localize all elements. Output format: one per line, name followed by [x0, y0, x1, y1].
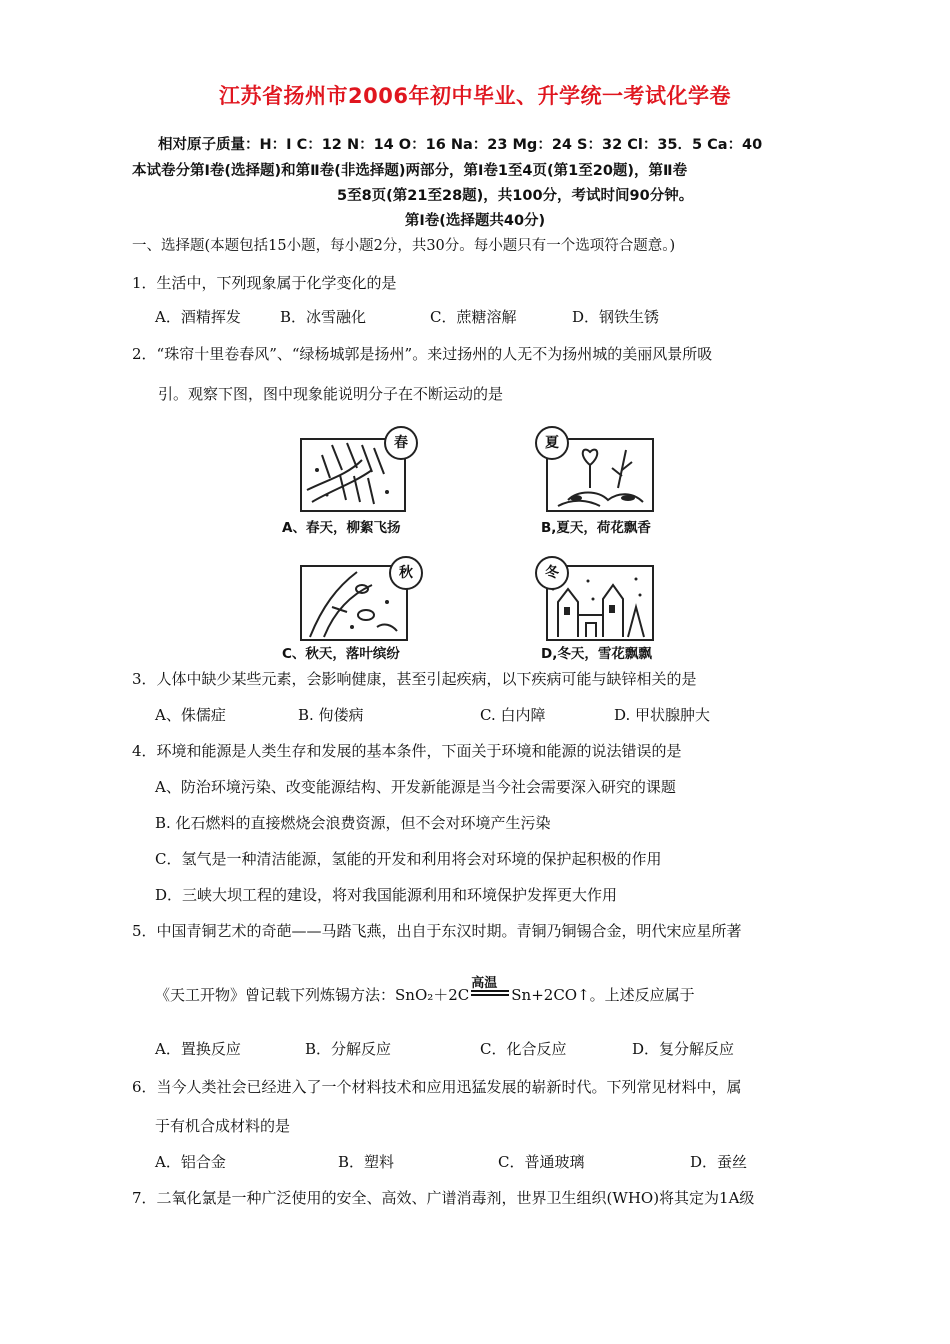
autumn-caption: C、秋天，落叶缤纷 — [282, 646, 400, 662]
q6-option-a: A．铝合金 — [155, 1153, 226, 1171]
spring-caption: A、春天，柳絮飞扬 — [282, 520, 401, 536]
q4-option-c: C．氢气是一种清洁能源，氢能的开发和利用将会对环境的保护起积极的作用 — [155, 850, 662, 868]
equals-line-top — [471, 990, 509, 992]
page-title: 江苏省扬州市2006年初中毕业、升学统一考试化学卷 — [219, 84, 731, 108]
q3-option-d: D. 甲状腺肿大 — [614, 706, 711, 724]
section1-heading: 一、选择题(本题包括15小题，每小题2分，共30分。每小题只有一个选项符合题意。) — [132, 238, 676, 254]
q1-option-c: C．蔗糖溶解 — [430, 308, 517, 326]
atomic-mass-line: 相对原子质量：H：I C：12 N：14 O：16 Na：23 Mg：24 S：32 Cl：35．5 Ca：40 — [158, 137, 763, 153]
q5-option-c: C．化合反应 — [480, 1040, 567, 1058]
intro-line-1: 本试卷分第Ⅰ卷(选择题)和第Ⅱ卷(非选择题)两部分，第Ⅰ卷1至4页(第1至20题)，第Ⅱ卷 — [132, 163, 688, 179]
q3-stem: 3．人体中缺少某些元素，会影响健康，甚至引起疾病，以下疾病可能与缺锌相关的是 — [132, 670, 697, 688]
reaction-condition: 高温 — [471, 976, 498, 991]
reaction-arrow — [469, 976, 511, 1000]
q6-option-d: D．蚕丝 — [690, 1153, 748, 1171]
q2-stem-line1: 2．“珠帘十里卷春风”、“绿杨城郭是扬州”。来过扬州的人无不为扬州城的美丽风景所吸 — [132, 345, 713, 363]
q6-option-c: C．普通玻璃 — [498, 1153, 585, 1171]
q1-option-d: D．钢铁生锈 — [572, 308, 660, 326]
q3-option-b: B. 佝偻病 — [298, 706, 364, 724]
q5-option-a: A．置换反应 — [155, 1040, 241, 1058]
q3-option-c: C. 白内障 — [480, 706, 546, 724]
q2-stem-line2: 引。观察下图，图中现象能说明分子在不断运动的是 — [158, 385, 504, 403]
equals-line-bottom — [471, 994, 509, 996]
q3-option-a: A、侏儒症 — [155, 706, 226, 724]
q5-equation-left: 《天工开物》曾记载下列炼锡方法：SnO₂＋2C — [155, 986, 470, 1004]
q7-stem-line1: 7．二氧化氯是一种广泛使用的安全、高效、广谱消毒剂，世界卫生组织(WHO)将其定为1A级 — [132, 1189, 755, 1207]
q4-option-a: A、防治环境污染、改变能源结构、开发新能源是当今社会需要深入研究的课题 — [155, 778, 676, 796]
part1-heading: 第Ⅰ卷(选择题共40分) — [404, 213, 546, 229]
q5-option-b: B．分解反应 — [305, 1040, 392, 1058]
q5-equation-right: Sn+2CO↑。上述反应属于 — [511, 986, 695, 1004]
q5-option-d: D．复分解反应 — [632, 1040, 735, 1058]
q6-stem-line2: 于有机合成材料的是 — [155, 1117, 291, 1135]
q4-option-d: D．三峡大坝工程的建设，将对我国能源利用和环境保护发挥更大作用 — [155, 886, 618, 904]
winter-caption: D,冬天，雪花飘飘 — [541, 646, 652, 662]
q6-option-b: B．塑料 — [338, 1153, 395, 1171]
summer-caption: B,夏天，荷花飘香 — [541, 520, 651, 536]
q5-stem-line1: 5．中国青铜艺术的奇葩——马踏飞燕，出自于东汉时期。青铜乃铜锡合金，明代宋应星所著 — [132, 922, 742, 940]
intro-line-2: 5至8页(第21至28题)，共100分，考试时间90分钟。 — [337, 188, 694, 204]
q1-option-a: A．酒精挥发 — [155, 308, 241, 326]
spring-seal: 春 — [384, 426, 418, 460]
q4-stem: 4．环境和能源是人类生存和发展的基本条件，下面关于环境和能源的说法错误的是 — [132, 742, 682, 760]
q1-option-b: B．冰雪融化 — [280, 308, 367, 326]
q6-stem-line1: 6．当今人类社会已经进入了一个材料技术和应用迅猛发展的崭新时代。下列常见材料中，属 — [132, 1078, 742, 1096]
winter-seal: 冬 — [535, 556, 569, 590]
summer-seal: 夏 — [535, 426, 569, 460]
q4-option-b: B. 化石燃料的直接燃烧会浪费资源，但不会对环境产生污染 — [155, 814, 551, 832]
q1-stem: 1．生活中，下列现象属于化学变化的是 — [132, 274, 397, 292]
q5-stem-line2 — [155, 976, 695, 1005]
autumn-seal: 秋 — [389, 556, 423, 590]
